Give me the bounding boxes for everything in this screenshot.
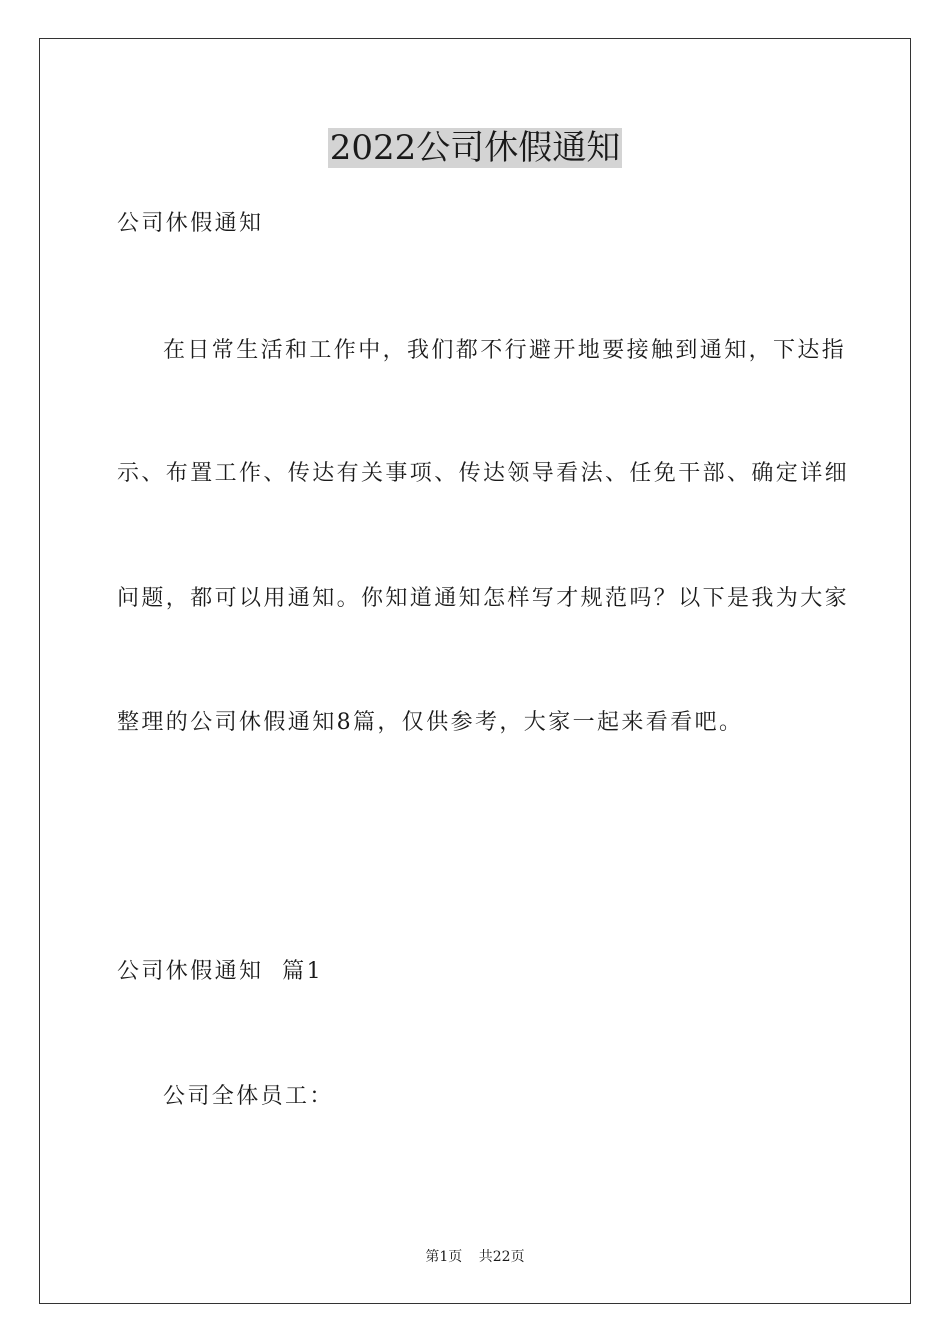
intro-line-1: 在日常生活和工作中，我们都不行避开地要接触到通知，下达指 [163, 338, 847, 363]
intro-line-4: 整理的公司休假通知8篇，仅供参考，大家一起来看看吧。 [117, 710, 744, 735]
page-total: 共22页 [478, 1249, 525, 1265]
section-heading: 公司休假通知 篇1 [117, 959, 323, 984]
document-title-text: 2022公司休假通知 [329, 128, 621, 168]
document-title [0, 126, 950, 170]
intro-line-3: 问题，都可以用通知。你知道通知怎样写才规范吗？以下是我为大家 [117, 586, 850, 611]
page-footer [0, 1247, 950, 1267]
document-subtitle: 公司休假通知 [117, 211, 264, 236]
page-number: 第1页 [425, 1249, 463, 1265]
intro-line-2: 示、布置工作、传达有关事项、传达领导看法、任免干部、确定详细 [117, 461, 850, 486]
salutation: 公司全体员工： [163, 1084, 334, 1109]
